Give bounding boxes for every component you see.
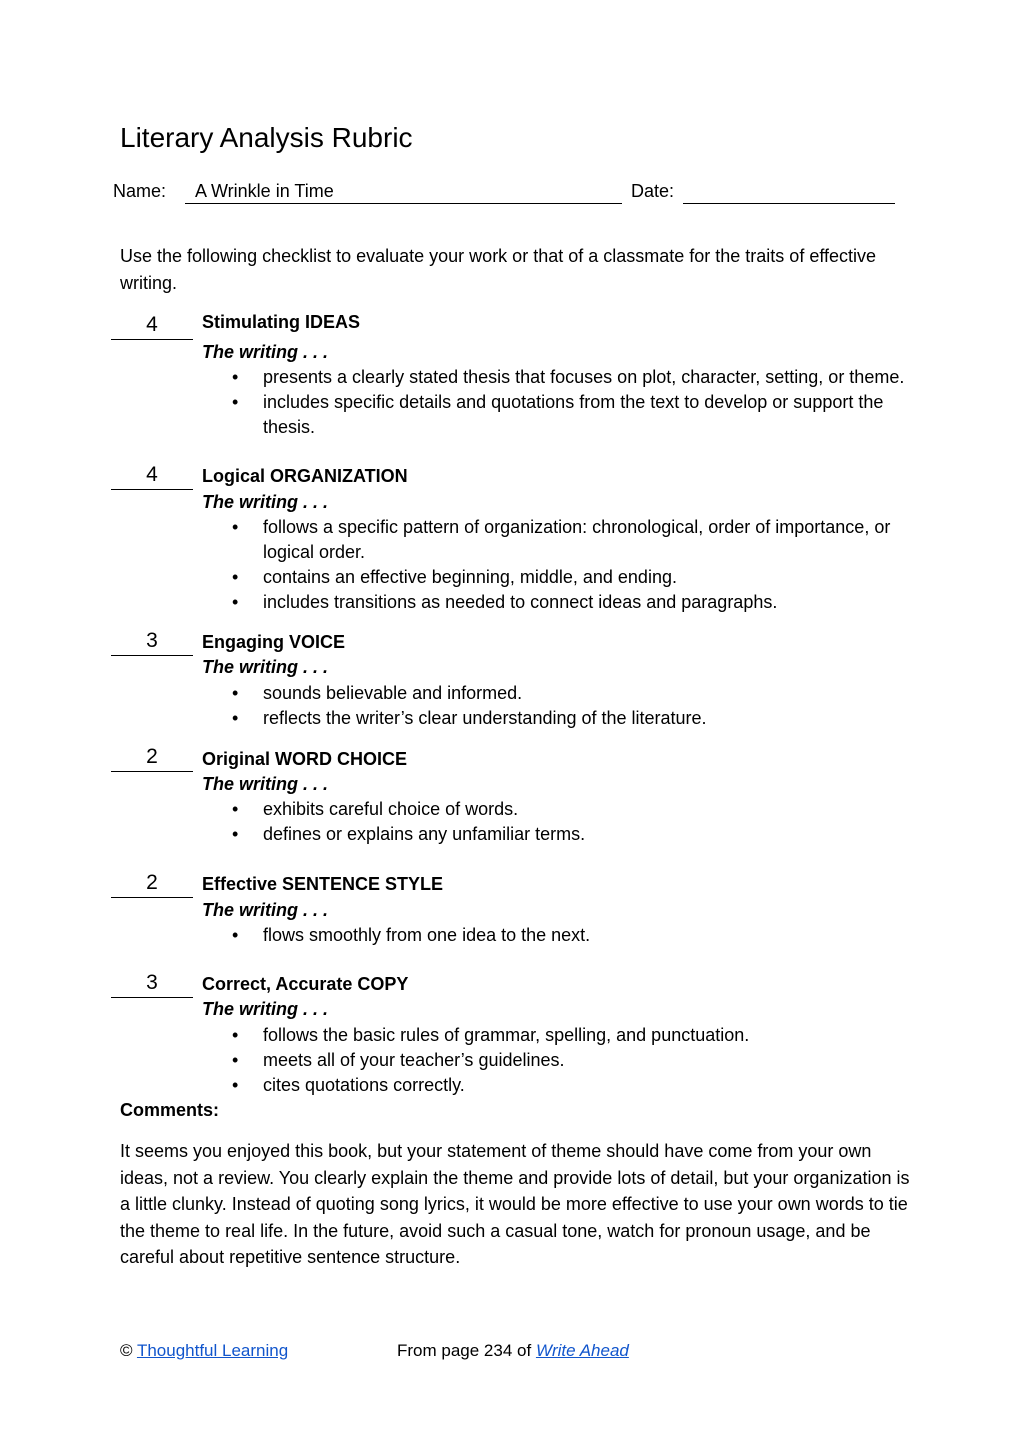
trait-title-ideas: Stimulating IDEAS bbox=[202, 312, 361, 332]
list-item: • follows the basic rules of grammar, spelling, and punctuation. bbox=[232, 1023, 922, 1048]
trait-title-word-choice: Original WORD CHOICE bbox=[202, 749, 408, 769]
book-link[interactable]: Write Ahead bbox=[535, 1341, 629, 1360]
trait-bullets-ideas bbox=[232, 365, 922, 440]
list-item: • presents a clearly stated thesis that focuses on plot, character, setting, or theme. bbox=[232, 365, 922, 390]
score-voice[interactable]: 3 bbox=[111, 627, 193, 656]
list-item: • sounds believable and informed. bbox=[232, 681, 922, 706]
name-label: Name: bbox=[113, 181, 167, 201]
trait-title-voice: Engaging VOICE bbox=[202, 632, 346, 652]
list-item: • includes specific details and quotations from the text to develop or support the thesis. bbox=[232, 390, 922, 440]
list-item: • exhibits careful choice of words. bbox=[232, 797, 922, 822]
list-item: • reflects the writer’s clear understanding of the literature. bbox=[232, 706, 922, 731]
trait-bullets-word-choice bbox=[232, 797, 922, 847]
trait-subheading: The writing . . . bbox=[202, 657, 328, 677]
trait-subheading: The writing . . . bbox=[202, 492, 328, 512]
trait-bullets-sentence-style bbox=[232, 923, 922, 948]
score-ideas[interactable]: 4 bbox=[111, 311, 193, 340]
intro-text: Use the following checklist to evaluate your work or that of a classmate for the traits of effective writing. bbox=[120, 246, 877, 293]
publisher-link[interactable]: Thoughtful Learning bbox=[136, 1341, 289, 1360]
trait-bullets-copy bbox=[232, 1023, 922, 1098]
trait-title-sentence-style: Effective SENTENCE STYLE bbox=[202, 874, 444, 894]
score-organization[interactable]: 4 bbox=[111, 461, 193, 490]
source-prefix: From page 234 of bbox=[397, 1341, 532, 1360]
trait-subheading: The writing . . . bbox=[202, 900, 328, 920]
copyright-symbol: © bbox=[120, 1341, 133, 1360]
trait-subheading: The writing . . . bbox=[202, 774, 328, 794]
score-word-choice[interactable]: 2 bbox=[111, 743, 193, 772]
trait-bullets-organization bbox=[232, 515, 922, 615]
list-item: • follows a specific pattern of organization: chronological, order of importance, or logical order. bbox=[232, 515, 922, 565]
list-item: • includes transitions as needed to connect ideas and paragraphs. bbox=[232, 590, 922, 615]
list-item: • flows smoothly from one idea to the next. bbox=[232, 923, 922, 948]
comments-text: It seems you enjoyed this book, but your statement of theme should have come from your own ideas, not a review. You clearly explain the theme and provide lots of detail, but your organization is a little clunky. Instead of quoting song lyrics, it would be more effective to use your own words to tie the theme to real life. In the future, avoid such a casual tone, watch for pronoun usage, and be careful about repetitive sentence structure. bbox=[120, 1141, 910, 1267]
list-item: • meets all of your teacher’s guidelines. bbox=[232, 1048, 922, 1073]
list-item: • contains an effective beginning, middle, and ending. bbox=[232, 565, 922, 590]
trait-subheading: The writing . . . bbox=[202, 999, 328, 1019]
trait-bullets-voice bbox=[232, 681, 922, 731]
list-item: • cites quotations correctly. bbox=[232, 1073, 922, 1098]
name-field[interactable]: A Wrinkle in Time bbox=[185, 180, 622, 204]
list-item: • defines or explains any unfamiliar terms. bbox=[232, 822, 922, 847]
score-copy[interactable]: 3 bbox=[111, 969, 193, 998]
date-label: Date: bbox=[631, 181, 675, 201]
trait-title-copy: Correct, Accurate COPY bbox=[202, 974, 409, 994]
footer-source bbox=[397, 1341, 629, 1361]
comments-label: Comments: bbox=[120, 1100, 220, 1120]
date-field[interactable] bbox=[683, 180, 895, 204]
page-title: Literary Analysis Rubric bbox=[120, 122, 413, 153]
trait-title-organization: Logical ORGANIZATION bbox=[202, 466, 408, 486]
score-sentence-style[interactable]: 2 bbox=[111, 869, 193, 898]
footer-copyright bbox=[120, 1341, 288, 1361]
trait-subheading: The writing . . . bbox=[202, 342, 328, 362]
